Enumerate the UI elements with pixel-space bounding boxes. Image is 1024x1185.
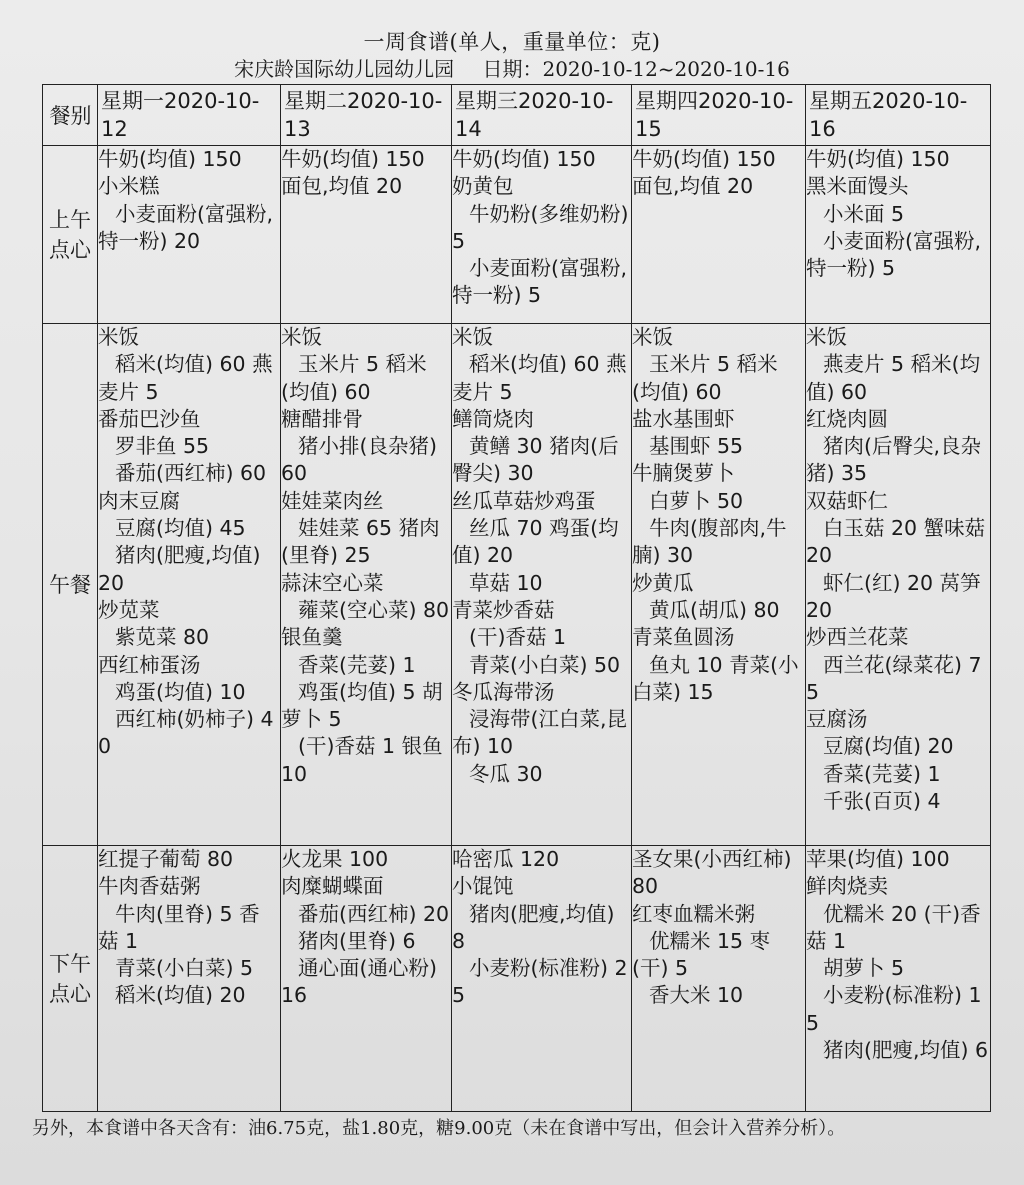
ingredient: 紫苋菜 80 [115,625,210,650]
dish-name: 牛奶(均值) 150 [281,147,425,171]
menu-cell [632,146,806,324]
ingredient: 牛肉(里脊) 5 香菇 1 [98,901,260,953]
ingredient: 玉米片 5 稻米(均值) 60 [281,352,427,404]
meal-row-afternoon-snack [43,846,991,1112]
ingredient: 小米面 5 [823,201,905,226]
dish-name: 牛奶(均值) 150 [806,147,950,171]
dish-name: 银鱼羹 [281,625,343,650]
ingredient: 千张(百页) 4 [823,789,941,814]
ingredient: 番茄(西红柿) 60 [115,461,267,486]
dish-name: 火龙果 100 [281,847,389,871]
meal-label: 上午点心 [43,146,98,324]
dish-name: 米饭 [281,325,322,349]
ingredient: 青菜(小白菜) 50 [469,652,621,677]
dish-name: 面包,均值 20 [632,174,754,199]
dish-name: 冬瓜海带汤 [452,679,555,704]
dish-name: 小馄饨 [452,874,514,899]
ingredient: 牛肉(腹部肉,牛腩) 30 [632,516,787,568]
meal-row-lunch [43,324,991,846]
menu-cell [452,324,632,846]
meal-column-header: 餐别 [43,85,98,146]
menu-cell [806,324,991,846]
ingredient: 牛奶粉(多维奶粉) 5 [452,201,629,253]
ingredient: 香大米 10 [649,983,744,1008]
school-name: 宋庆龄国际幼儿园幼儿园 [234,57,455,81]
dish-name: 黑米面馒头 [806,174,909,199]
menu-cell [98,324,281,846]
dish-name: 牛腩煲萝卜 [632,461,735,486]
ingredient: 猪小排(良杂猪) 60 [281,434,437,486]
ingredient: 草菇 10 [469,570,543,595]
ingredient: 猪肉(肥瘦,均值) 20 [98,543,261,595]
page-subtitle [0,53,1024,82]
menu-cell [632,846,806,1112]
ingredient: 青菜(小白菜) 5 [115,956,254,981]
ingredient: 冬瓜 30 [469,761,543,786]
ingredient: 鱼丸 10 青菜(小白菜) 15 [632,652,799,704]
ingredient: 稻米(均值) 60 燕麦片 5 [452,352,627,404]
menu-cell [281,324,452,846]
dish-name: 米饭 [452,325,493,349]
day-header-mon: 星期一2020-10-12 [98,85,281,146]
dish-name: 双菇虾仁 [806,488,888,513]
ingredient: 鸡蛋(均值) 5 胡萝卜 5 [281,679,443,732]
ingredient: 浸海带(江白菜,昆布) 10 [452,707,628,759]
ingredient: 小麦面粉(富强粉,特一粉) 20 [98,201,274,253]
ingredient: 蕹菜(空心菜) 80 [298,597,450,622]
page-title: 一周食谱(单人，重量单位：克) [363,30,661,54]
dish-name: 苹果(均值) 100 [806,847,950,871]
dish-name: 奶黄包 [452,174,514,199]
dish-name: 炒西兰花菜 [806,625,909,650]
dish-name: 牛奶(均值) 150 [98,147,242,171]
ingredient: 优糯米 20 (干)香菇 1 [806,901,981,953]
ingredient: 西兰花(绿菜花) 75 [806,652,982,704]
ingredient: 鸡蛋(均值) 10 [115,679,246,704]
menu-cell [806,146,991,324]
dish-name: 米饭 [632,325,673,349]
ingredient: 罗非鱼 55 [115,434,210,459]
ingredient: 猪肉(里脊) 6 [298,928,416,953]
dish-name: 米饭 [806,325,847,349]
day-header-thu: 星期四2020-10-15 [632,85,806,146]
dish-name: 蒜沫空心菜 [281,570,384,595]
ingredient: 白萝卜 50 [649,488,744,513]
menu-cell [632,324,806,846]
ingredient: 猪肉(后臀尖,良杂猪) 35 [806,434,982,486]
ingredient: 番茄(西红柿) 20 [298,901,450,926]
dish-name: 番茄巴沙鱼 [98,406,201,431]
dish-name: 红提子葡萄 80 [98,847,234,871]
dish-name: 炒黄瓜 [632,570,694,595]
ingredient: 豆腐(均值) 45 [115,516,246,541]
ingredient: 西红柿(奶柿子) 40 [98,707,274,759]
weekly-menu-table [42,84,991,1112]
dish-name: 红烧肉圆 [806,406,888,431]
ingredient: 丝瓜 70 鸡蛋(均值) 20 [452,516,619,568]
dish-name: 鳝筒烧肉 [452,406,534,431]
dish-name: 豆腐汤 [806,707,868,732]
menu-cell [806,846,991,1112]
dish-name: 肉糜蝴蝶面 [281,874,384,899]
dish-name: 牛肉香菇粥 [98,874,201,899]
day-header-wed: 星期三2020-10-14 [452,85,632,146]
date-range: 日期：2020-10-12~2020-10-16 [482,57,790,81]
dish-name: 肉末豆腐 [98,488,180,513]
dish-name: 哈密瓜 120 [452,847,560,871]
ingredient: 玉米片 5 稻米(均值) 60 [632,352,778,404]
menu-cell [452,146,632,324]
ingredient: 小麦粉(标准粉) 15 [806,983,982,1035]
ingredient: 猪肉(肥瘦,均值) 6 [823,1038,989,1063]
ingredient: 猪肉(肥瘦,均值) 8 [452,901,615,953]
dish-name: 小米糕 [98,174,160,199]
menu-cell [281,146,452,324]
dish-name: 青菜炒香菇 [452,597,555,622]
footer-note: 另外，本食谱中各天含有：油6.75克，盐1.80克，糖9.00克（未在食谱中写出，但会计入营养分析）。 [32,1118,846,1139]
ingredient: 稻米(均值) 60 燕麦片 5 [98,352,273,404]
dish-name: 丝瓜草菇炒鸡蛋 [452,488,596,513]
ingredient: 虾仁(红) 20 莴笋 20 [806,570,981,622]
dish-name: 牛奶(均值) 150 [632,147,776,171]
ingredient: (干)香菇 1 银鱼 10 [281,734,443,786]
dish-name: 圣女果(小西红柿) 80 [632,847,792,899]
ingredient: 娃娃菜 65 猪肉(里脊) 25 [281,516,440,568]
meal-label: 午餐 [43,324,98,846]
menu-cell [98,846,281,1112]
dish-name: 红枣血糯米粥 [632,901,755,926]
ingredient: 小麦面粉(富强粉,特一粉) 5 [806,228,982,281]
ingredient: 香菜(芫荽) 1 [298,652,416,677]
ingredient: 基围虾 55 [649,434,744,459]
day-header-tue: 星期二2020-10-13 [281,85,452,146]
dish-name: 糖醋排骨 [281,406,363,431]
ingredient: 稻米(均值) 20 [115,983,246,1008]
ingredient: 白玉菇 20 蟹味菇 20 [806,516,986,568]
menu-cell [281,846,452,1112]
ingredient: 豆腐(均值) 20 [823,734,954,759]
dish-name: 西红柿蛋汤 [98,652,201,677]
ingredient: 小麦粉(标准粉) 25 [452,956,628,1008]
ingredient: 优糯米 15 枣(干) 5 [632,928,771,981]
dish-name: 米饭 [98,325,139,349]
dish-name: 盐水基围虾 [632,406,735,431]
dish-name: 青菜鱼圆汤 [632,625,735,650]
dish-name: 牛奶(均值) 150 [452,147,596,171]
meal-label: 下午点心 [43,846,98,1112]
meal-row-morning-snack [43,146,991,324]
header-row [43,85,991,146]
dish-name: 炒苋菜 [98,597,160,622]
dish-name: 娃娃菜肉丝 [281,488,384,513]
ingredient: 黄鳝 30 猪肉(后臀尖) 30 [452,434,619,486]
ingredient: 黄瓜(胡瓜) 80 [649,597,780,622]
day-header-fri: 星期五2020-10-16 [806,85,991,146]
ingredient: 小麦面粉(富强粉,特一粉) 5 [452,256,628,308]
dish-name: 鲜肉烧卖 [806,874,888,899]
ingredient: 胡萝卜 5 [823,956,905,981]
dish-name: 面包,均值 20 [281,174,403,199]
ingredient: 燕麦片 5 稻米(均值) 60 [806,352,981,404]
ingredient: (干)香菇 1 [469,625,567,650]
ingredient: 香菜(芫荽) 1 [823,761,941,786]
menu-cell [98,146,281,324]
menu-cell [452,846,632,1112]
ingredient: 通心面(通心粉) 16 [281,956,437,1008]
